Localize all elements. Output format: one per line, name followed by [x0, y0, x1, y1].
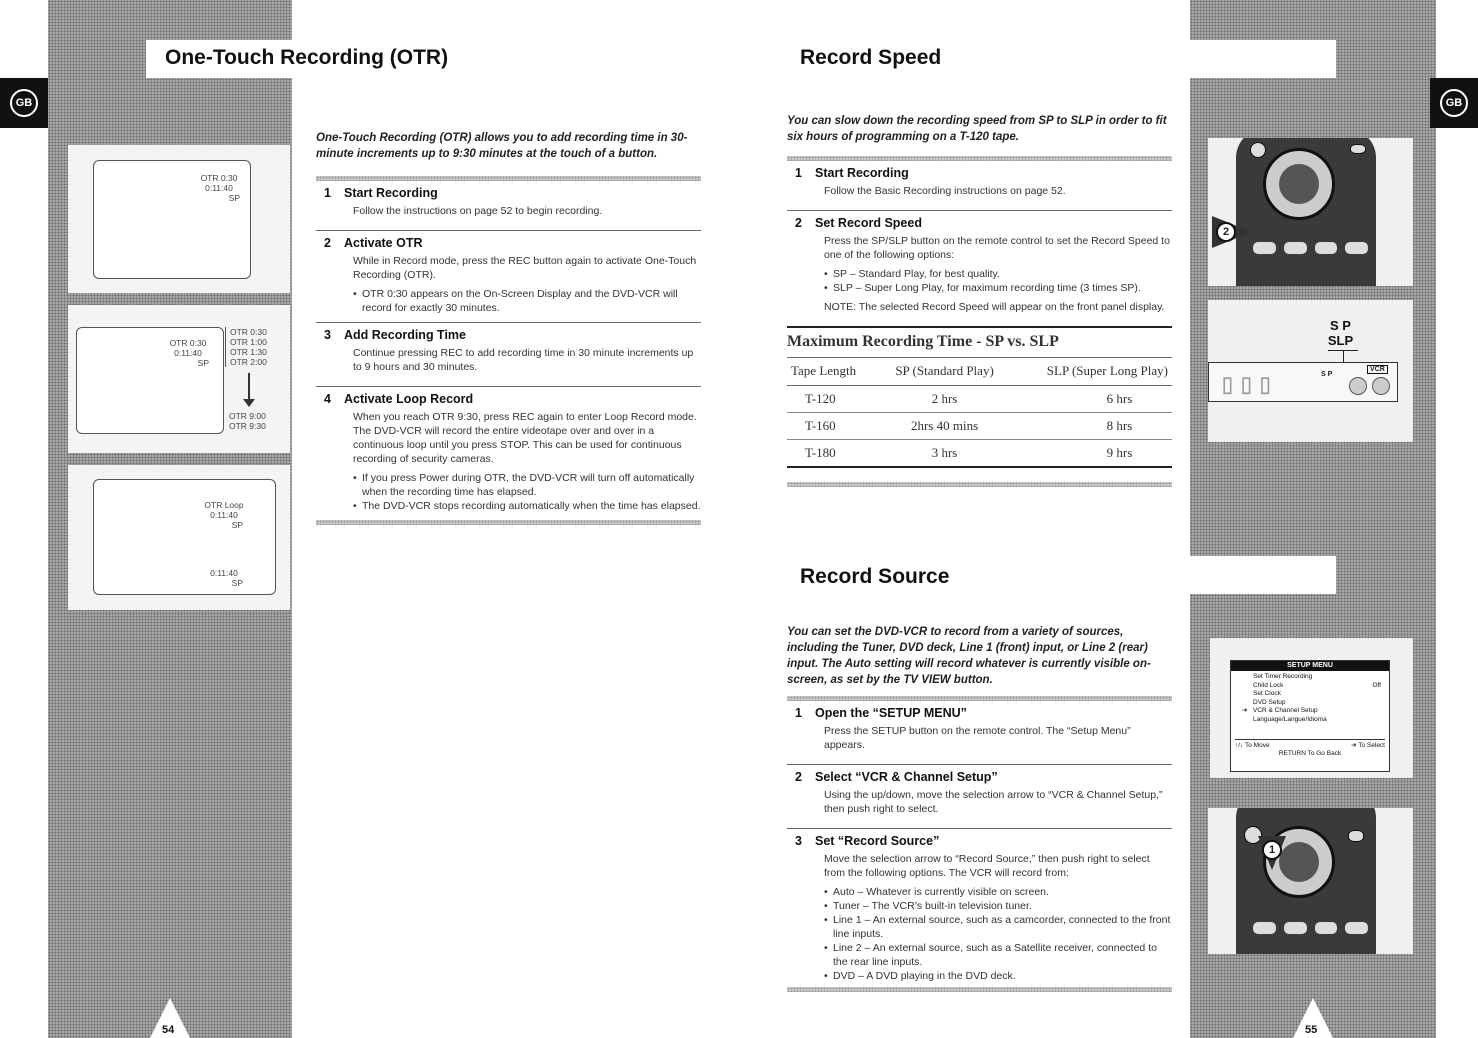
osd-panel-3: [68, 465, 290, 610]
page-title-otr: One-Touch Recording (OTR): [165, 46, 449, 69]
page-title-record-source: Record Source: [800, 565, 950, 588]
otr-step-1: 1 Start Recording Follow the instructions on page 52 to begin recording.: [316, 181, 701, 231]
seven-segment-icon: ▯▯▯: [1219, 367, 1276, 400]
remote-button-icon: [1253, 922, 1276, 934]
section-divider: [787, 987, 1172, 992]
tv-screen: [93, 160, 251, 279]
recording-time-table-title: Maximum Recording Time - SP vs. SLP: [787, 328, 1172, 358]
tv-screen: [93, 479, 276, 595]
title-bar-right: [1190, 40, 1336, 78]
speed-step-1: 1 Start Recording Follow the Basic Recording instructions on page 52.: [787, 161, 1172, 211]
source-step-2: 2 Select “VCR & Channel Setup” Using the up/down, move the selection arrow to “VCR & Channel Setup,” then push right to select.: [787, 765, 1172, 829]
remote-button-icon: [1253, 242, 1276, 254]
remote-button-icon: [1315, 242, 1338, 254]
gb-badge: GB: [10, 89, 38, 117]
front-panel-illustration: [1208, 300, 1413, 442]
page-title-record-speed: Record Speed: [800, 46, 942, 69]
title-bar-right-2: [1190, 556, 1336, 594]
osd-text-bottom: 0:11:40 SP: [210, 568, 243, 588]
reel-icon: [1349, 377, 1367, 395]
table-header-row: Tape Length SP (Standard Play) SLP (Super Long Play): [787, 358, 1172, 386]
up-down-arrows-icon: ↑/↓ To Move: [1235, 741, 1270, 749]
menu-item: Set Timer Recording: [1253, 673, 1313, 680]
osd-text: OTR 0:30 0:11:40 SP: [169, 338, 209, 368]
remote-button-icon: [1284, 242, 1307, 254]
callout-line: [1343, 350, 1344, 362]
remote-button-icon: [1345, 922, 1368, 934]
front-panel-display: [1208, 362, 1398, 402]
menu-item: Child Lock Off: [1253, 681, 1381, 689]
speed-step-2: 2 Set Record Speed Press the SP/SLP button on the remote control to set the Record Speed to one of the following options: • SP – Standard Play, for best quality. • SLP – Super Long Play, for maximum recording time (3 times SP). NOTE: The selected Record Speed will appear on the front panel display.: [787, 211, 1172, 328]
record-source-content: [787, 624, 1172, 992]
page-number-right: 55: [1305, 1024, 1318, 1036]
remote-button-icon: [1284, 922, 1307, 934]
tv-screen: [76, 327, 224, 434]
display-small-sp: S P: [1321, 371, 1333, 378]
source-step-3: 3 Set “Record Source” Move the selection arrow to “Record Source,” then push right to select from the following options. The VCR will record from: • Auto – Whatever is currently visible on screen. • Tuner – The VCR’s built-in television tuner. • Line 1 – An external source, such as a camcorder, connected to the front line inputs. • Line 2 – An external source, such as a Satellite receiver, connected to the rear line inputs. • DVD – A DVD playing in the DVD deck.: [787, 829, 1172, 987]
source-step-1: 1 Open the “SETUP MENU” Press the SETUP button on the remote control. The “Setup Menu” appears.: [787, 701, 1172, 765]
return-hint: RETURN To Go Back: [1278, 750, 1342, 758]
section-divider: [316, 520, 701, 525]
region-tab-left: [0, 78, 48, 128]
record-source-intro: You can set the DVD-VCR to record from a variety of sources, including the Tuner, DVD deck, Line 1 (front) input, or Line 2 (rear) input. The Auto setting will record whatever is currently visible on-screen, as set by the TV VIEW button.: [787, 626, 1151, 686]
remote-button-icon: [1315, 922, 1338, 934]
display-sp-label: S P: [1330, 318, 1351, 333]
remote-illustration-1: [1208, 138, 1413, 286]
otr-step-3: 3 Add Recording Time Continue pressing REC to add recording time in 30 minute increments up to 9 hours and 30 minutes.: [316, 323, 701, 387]
setup-menu-illustration: [1210, 638, 1413, 778]
record-speed-content: [787, 113, 1172, 487]
otr-content: [316, 130, 701, 525]
setup-menu-screen: [1230, 660, 1390, 772]
remote-illustration-2: [1208, 808, 1413, 954]
otr-step-2: 2 Activate OTR While in Record mode, press the REC button again to activate One-Touch Recording (OTR). • OTR 0:30 appears on the On-Screen Display and the DVD-VCR will record for exactly 30 minutes.: [316, 231, 701, 323]
otr-intro: One-Touch Recording (OTR) allows you to add recording time in 30-minute increments up to 9:30 minutes at the touch of a button.: [316, 132, 688, 160]
otr-final-list: OTR 9:00 OTR 9:30: [229, 411, 266, 431]
section-divider: [787, 482, 1172, 487]
gb-badge: GB: [1440, 89, 1468, 117]
osd-text: OTR Loop 0:11:40 SP: [204, 500, 244, 530]
right-arrow-icon: ➔ To Select: [1351, 741, 1385, 749]
reel-icon: [1372, 377, 1390, 395]
menu-item: Set Clock: [1253, 690, 1281, 698]
setup-menu-header: SETUP MENU: [1231, 661, 1389, 671]
recording-time-table: [787, 358, 1172, 468]
otr-step-4: 4 Activate Loop Record When you reach OTR 9:30, press REC again to enter Loop Record mode. The DVD-VCR will record the entire videotape over and over in a continuous loop until you press STOP. This can be used for continuous recording of security cameras. • If you press Power during OTR, the DVD-VCR will turn off automatically when the recording time has elapsed. • The DVD-VCR stops recording automatically when the time has elapsed.: [316, 387, 701, 520]
otr-increment-list: OTR 0:30 OTR 1:00 OTR 1:30 OTR 2:00: [225, 327, 280, 367]
small-button-icon: [1350, 144, 1366, 154]
setup-menu-footer: [1235, 739, 1385, 751]
osd-panel-2: [68, 305, 290, 453]
small-button-icon: [1348, 830, 1364, 842]
menu-item-selected: ➔ VCR & Channel Setup: [1242, 707, 1318, 715]
page-number-left: 54: [162, 1024, 175, 1036]
osd-panel-1: [68, 145, 290, 293]
callout-number: 1: [1262, 840, 1282, 860]
region-tab-right: [1430, 78, 1478, 128]
record-speed-intro: You can slow down the recording speed from SP to SLP in order to fit six hours of programming on a T-120 tape.: [787, 115, 1167, 143]
button-row: [1253, 242, 1368, 254]
menu-item: DVD Setup: [1253, 698, 1286, 706]
menu-item: Language/Langue/Idioma: [1253, 715, 1327, 723]
display-slp-label: SLP: [1327, 333, 1354, 348]
osd-text: OTR 0:30 0:11:40 SP: [200, 173, 240, 203]
button-row: [1253, 922, 1368, 934]
arrow-down-icon: [248, 373, 250, 401]
table-row: T-180 3 hrs 9 hrs: [787, 440, 1172, 468]
selection-arrow-icon: ➔: [1242, 707, 1248, 715]
display-vcr-badge: VCR: [1367, 365, 1388, 374]
arrow-head-icon: [243, 399, 255, 407]
table-row: T-160 2hrs 40 mins 8 hrs: [787, 413, 1172, 440]
small-button-icon: [1250, 142, 1266, 158]
remote-button-icon: [1345, 242, 1368, 254]
callout-number: 2: [1216, 222, 1236, 242]
enter-button-icon: [1279, 164, 1319, 204]
table-row: T-120 2 hrs 6 hrs: [787, 386, 1172, 413]
